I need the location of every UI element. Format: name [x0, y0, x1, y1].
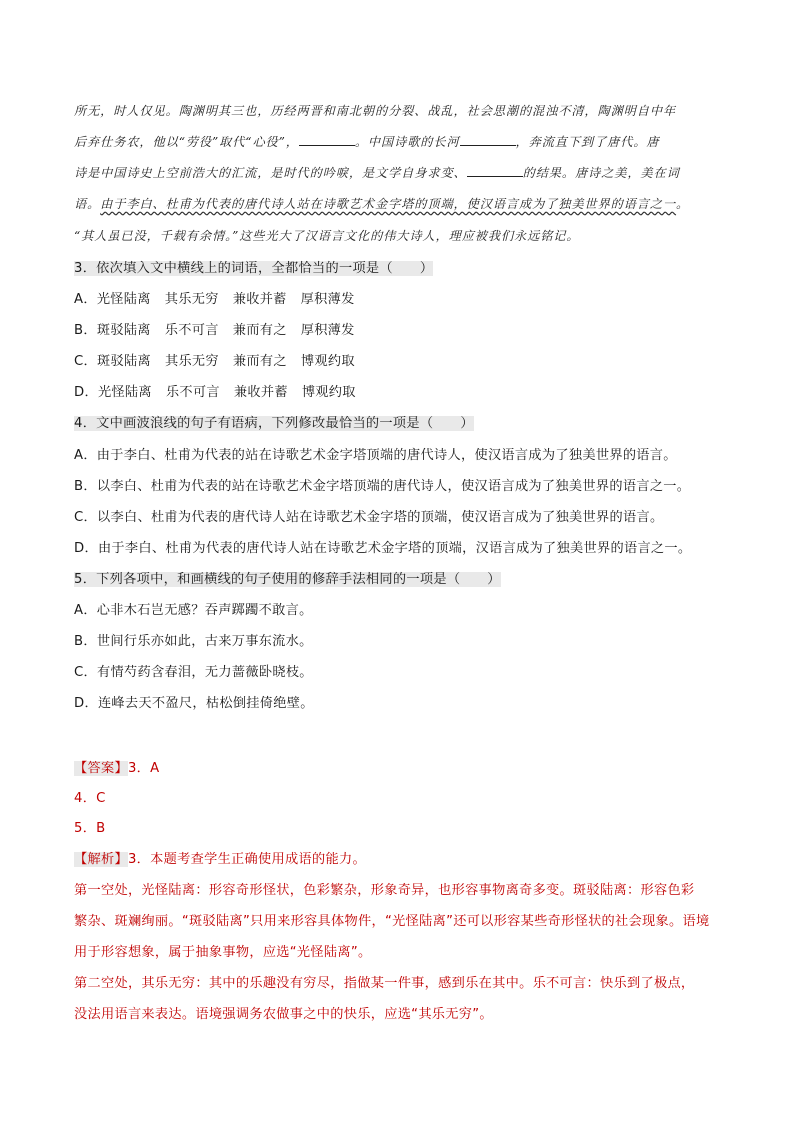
question-3-stem: [74, 259, 433, 279]
question-5-option-c: [74, 663, 313, 683]
option-word: 光怪陆离: [97, 385, 152, 400]
option-word: 博观约取: [301, 385, 356, 400]
option-text: D．由于李白、杜甫为代表的唐代诗人站在诗歌艺术金字塔的顶端，汉语言成为了独美世界的语言之一。: [74, 541, 692, 556]
option-word: 厚积薄发: [300, 292, 355, 307]
option-word: 乐不可言: [164, 323, 219, 338]
option-word: 光怪陆离: [96, 292, 151, 307]
answer-value: 3．A: [127, 761, 160, 776]
option-letter: B．: [74, 323, 97, 338]
fill-blank-1: [299, 133, 355, 146]
passage-text: 诗是中国诗史上空前浩大的汇流，是时代的吟唳，是文学自身求变、: [74, 166, 467, 180]
analysis-line-3: [74, 912, 709, 932]
analysis-line-5: [74, 974, 694, 994]
option-word: 兼而有之: [232, 323, 287, 338]
passage-text: 语。: [74, 197, 101, 211]
analysis-line-1: [74, 850, 366, 870]
passage-line-4: [74, 194, 689, 214]
wavy-underlined-sentence: 由于李白、杜甫为代表的唐代诗人站在诗歌艺术金字塔的顶端，使汉语言成为了独美世界的语言之一: [100, 197, 677, 211]
question-4-option-d: [74, 539, 691, 559]
analysis-line-6: [74, 1005, 493, 1025]
passage-text: 所无，时人仅见。陶渊明其三也，历经两晋和南北朝的分裂、战乱，社会思潮的混浊不清，陶渊明自中年: [74, 104, 677, 118]
option-letter: A．: [74, 292, 97, 307]
fill-blank-3: [467, 164, 523, 177]
answer-value: 4．C: [74, 791, 106, 806]
analysis-line-2: [74, 881, 694, 901]
question-5-option-a: [74, 601, 313, 621]
answer-tag: 【答案】: [74, 761, 128, 776]
analysis-text: 第一空处，光怪陆离：形容奇形怪状，色彩繁杂，形象奇异，也形容事物离奇多变。斑驳陆离：形容色彩: [74, 883, 695, 898]
option-word: 其乐无穷: [164, 292, 219, 307]
option-text: D．连峰去天不盈尺，枯松倒挂倚绝壁。: [74, 696, 314, 711]
option-word: 兼收并蓄: [233, 385, 288, 400]
option-word: 其乐无穷: [164, 354, 219, 369]
fill-blank-2: [460, 133, 516, 146]
question-4-option-c: [74, 508, 663, 528]
option-text: B．以李白、杜甫为代表的站在诗歌艺术金字塔顶端的唐代诗人，使汉语言成为了独美世界的语言之一。: [74, 479, 691, 494]
question-3-option-a: [74, 290, 355, 310]
question-5-option-d: [74, 694, 314, 714]
answer-value: 5．B: [74, 821, 106, 836]
analysis-tag: 【解析】: [74, 852, 128, 867]
analysis-line-4: [74, 943, 372, 963]
passage-line-3: [74, 163, 680, 183]
passage-text: 。: [676, 197, 690, 211]
question-stem-text: 3．依次填入文中横线上的词语，全都恰当的一项是（ ）: [74, 261, 434, 276]
option-word: 兼收并蓄: [232, 292, 287, 307]
option-word: 乐不可言: [165, 385, 220, 400]
question-stem-text: 4．文中画波浪线的句子有语病，下列修改最恰当的一项是（ ）: [74, 416, 474, 431]
answer-line-3: [74, 759, 159, 779]
question-4-option-b: [74, 477, 690, 497]
passage-line-1: [74, 101, 676, 121]
question-5-stem: [74, 570, 501, 590]
question-5-option-b: [74, 632, 313, 652]
question-4-stem: [74, 414, 474, 434]
question-3-option-c: [74, 352, 355, 372]
analysis-text: 用于形容想象，属于抽象事物，应选“光怪陆离”。: [74, 945, 372, 960]
analysis-text: 繁杂、斑斓绚丽。“斑驳陆离”只用来形容具体物件，“光怪陆离”还可以形容某些奇形怪状的社会现象。语境: [74, 914, 710, 929]
option-word: 兼而有之: [232, 354, 287, 369]
analysis-text: 没法用语言来表达。语境强调务农做事之中的快乐，应选“其乐无穷”。: [74, 1007, 493, 1022]
passage-text: ，奔流直下到了唐代。唐: [515, 135, 660, 149]
option-text: C．有情芍药含春泪，无力蔷薇卧晓枝。: [74, 665, 313, 680]
analysis-text: 第二空处，其乐无穷：其中的乐趣没有穷尽，指做某一件事，感到乐在其中。乐不可言：快乐到了极点，: [74, 976, 695, 991]
option-word: 斑驳陆离: [96, 323, 151, 338]
question-4-option-a: [74, 446, 677, 466]
passage-text: 后弃仕务农，他以“劳役”取代“心役”，: [74, 135, 299, 149]
question-stem-text: 5．下列各项中，和画横线的句子使用的修辞手法相同的一项是（ ）: [74, 572, 501, 587]
option-word: 斑驳陆离: [97, 354, 151, 369]
option-text: A．心非木石岂无感？吞声踯躅不敢言。: [74, 603, 313, 618]
option-letter: D．: [74, 385, 98, 400]
option-word: 博观约取: [300, 354, 355, 369]
option-text: A．由于李白、杜甫为代表的站在诗歌艺术金字塔顶端的唐代诗人，使汉语言成为了独美世界的语言。: [74, 448, 677, 463]
passage-line-2: [74, 132, 660, 152]
passage-line-5: [74, 226, 580, 246]
answer-line-5: [74, 819, 106, 839]
question-3-option-d: [74, 383, 356, 403]
passage-text: 的结果。唐诗之美，美在词: [522, 166, 680, 180]
option-word: 厚积薄发: [300, 323, 355, 338]
option-text: C．以李白、杜甫为代表的唐代诗人站在诗歌艺术金字塔的顶端，使汉语言成为了独美世界的语言。: [74, 510, 664, 525]
answer-line-4: [74, 789, 106, 809]
passage-text: “其人虽已没，千载有余情。”这些光大了汉语言文化的伟大诗人，理应被我们永远铭记。: [74, 229, 580, 243]
question-3-option-b: [74, 321, 355, 341]
analysis-text: 3．本题考查学生正确使用成语的能力。: [127, 852, 366, 867]
option-text: B．世间行乐亦如此，古来万事东流水。: [74, 634, 313, 649]
passage-text: 。中国诗歌的长河: [354, 135, 460, 149]
option-letter: C．: [74, 354, 97, 369]
